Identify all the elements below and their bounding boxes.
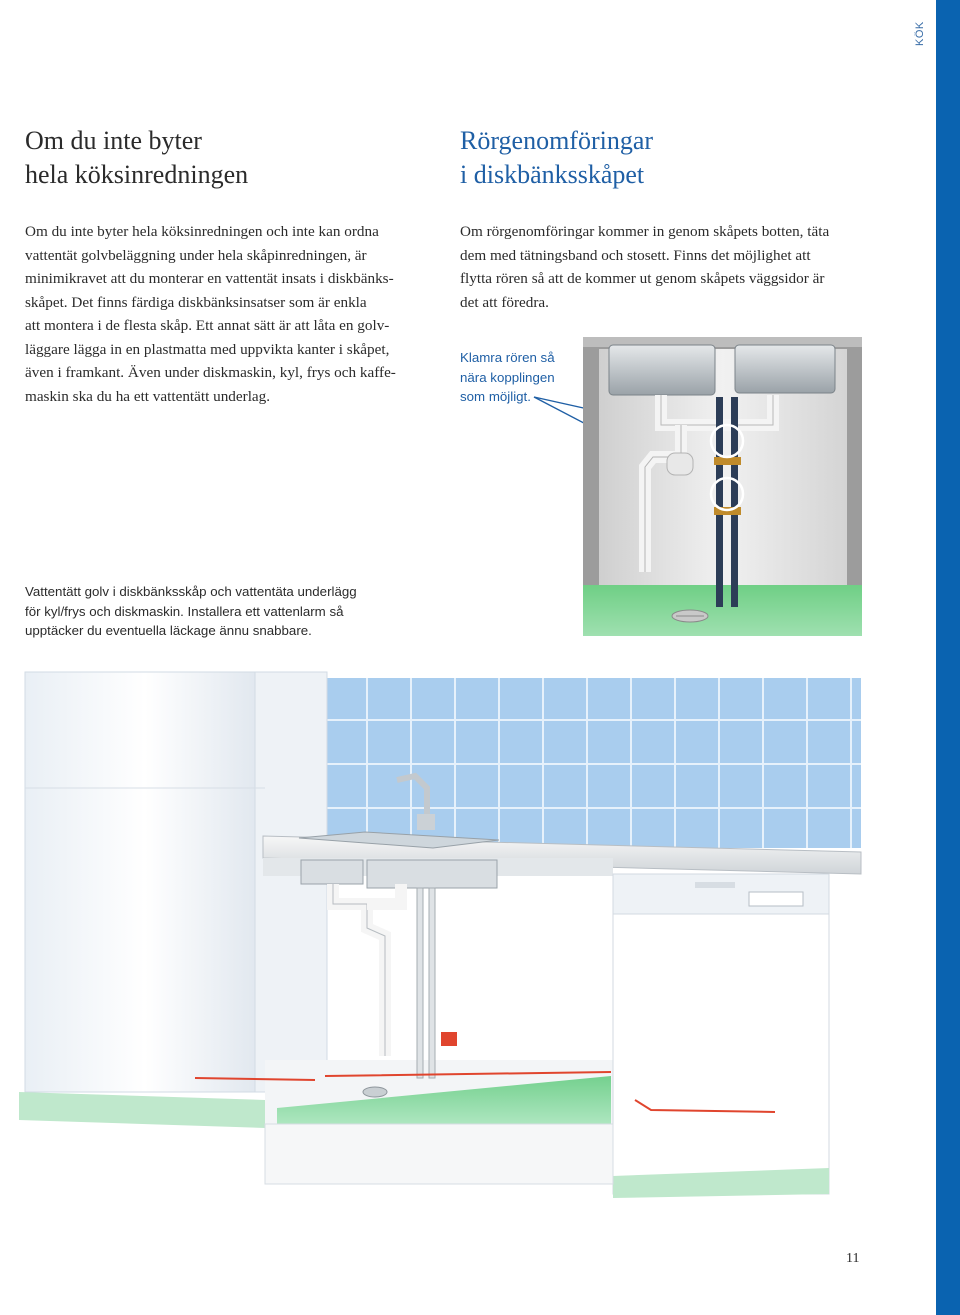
under-sink-cabinet-illustration <box>583 337 862 636</box>
left-body-line: även i framkant. Även under diskmaskin, kyl, frys och kaffe- <box>25 364 396 381</box>
left-body-line: vattentät golvbeläggning under hela skåpinredningen, är <box>25 246 367 264</box>
floor-caption-line: upptäcker du eventuella läckage ännu snabbare. <box>25 623 312 638</box>
clamp-caption-line: som möjligt. <box>460 389 531 404</box>
left-body-line: maskin ska du ha ett vattentätt underlag. <box>25 387 271 405</box>
right-heading-line-1: Rörgenomföringar <box>460 126 654 155</box>
left-heading <box>25 124 248 192</box>
clamp-caption-line: Klamra rören så <box>460 350 555 365</box>
left-heading-line-2: hela köksinredningen <box>25 160 249 189</box>
water-alarm <box>441 1032 457 1046</box>
left-sink-bowl <box>609 345 715 395</box>
right-body-line: Om rörgenomföringar kommer in genom skåpets botten, täta <box>460 223 830 240</box>
left-body-line: Om du inte byter hela köksinredningen och inte kan ordna <box>25 223 379 240</box>
right-body-line: flytta rören så att de kommer ut genom skåpets väggsidor är <box>460 270 825 287</box>
right-sink-bowl <box>735 345 835 393</box>
right-body-paragraph <box>460 220 870 314</box>
clamp-caption-line: nära kopplingen <box>460 369 555 385</box>
section-sidebar <box>936 0 960 1315</box>
floor-caption <box>25 582 385 641</box>
right-heading-line-2: i diskbänksskåpet <box>460 160 645 189</box>
floor-caption-line: för kyl/frys och diskmaskin. Installera ett vattenlarm så <box>25 603 344 619</box>
page-number: 11 <box>846 1251 860 1266</box>
section-tab-label: KÖK <box>914 21 926 47</box>
fridge-cabinet <box>25 672 265 1092</box>
floor-drain <box>363 1087 387 1097</box>
clamp-caption <box>460 348 580 407</box>
left-body-line: minimikravet att du monterar en vattentät insats i diskbänks- <box>25 270 394 287</box>
left-body-paragraph <box>25 220 445 408</box>
right-body-line: dem med tätningsband och stosett. Finns det möjlighet att <box>460 246 811 264</box>
left-body-line: läggare lägga in en plastmatta med uppvikta kanter i skåpet, <box>25 340 390 358</box>
left-heading-line-1: Om du inte byter <box>25 126 202 155</box>
floor-caption-line: Vattentätt golv i diskbänksskåp och vattentäta underlägg <box>25 584 357 599</box>
left-body-line: att montera i de flesta skåp. Ett annat sätt är att låta en golv- <box>25 317 390 334</box>
dishwasher <box>613 874 829 1194</box>
left-body-line: skåpet. Det finns färdiga diskbänksinsatser som är enkla <box>25 293 367 311</box>
right-heading <box>460 124 653 192</box>
right-body-line: det att föredra. <box>460 293 549 311</box>
kitchen-illustration <box>15 668 863 1208</box>
